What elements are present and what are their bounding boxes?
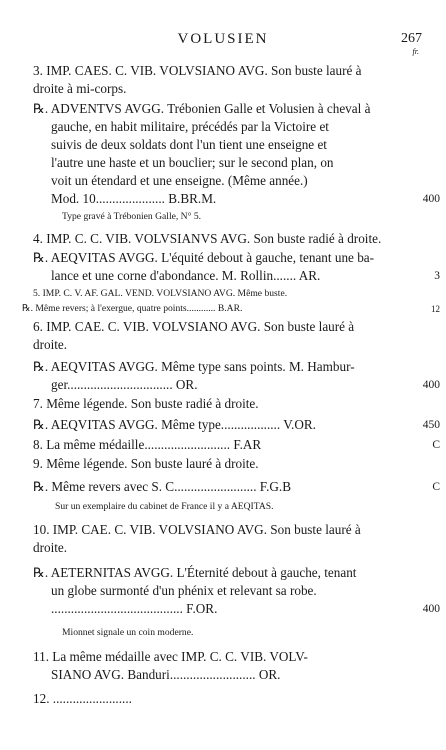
line-text: l'autre une haste et un bouclier; sur le second plan, on	[51, 155, 334, 170]
text-line	[0, 648, 446, 666]
line-text: Mionnet signale un coin moderne.	[62, 627, 194, 638]
price-value: 400	[422, 193, 440, 205]
text-line	[0, 690, 446, 708]
text-line	[0, 455, 446, 473]
price-value: C	[432, 481, 440, 493]
text-line	[0, 318, 446, 336]
line-text: ℞. Même revers avec S. C......................... F.G.B	[33, 479, 291, 494]
line-text: 12. ........................	[33, 691, 132, 706]
price-value: 400	[422, 603, 440, 615]
text-line	[0, 190, 446, 208]
line-text: 5. IMP. C. V. AF. GAL. VEND. VOLVSIANO AVG. Même buste.	[33, 288, 288, 299]
text-line	[0, 336, 446, 354]
price-value: 3	[434, 270, 440, 282]
text-line	[0, 300, 446, 318]
text-line	[0, 539, 446, 557]
line-text: un globe surmonté d'un phénix et relevant sa robe.	[51, 583, 317, 598]
line-text: 8. La même médaille.......................... F.AR	[33, 437, 262, 452]
line-text: gauche, en habit militaire, précédés par la Victoire et	[51, 119, 329, 134]
line-text: Sur un exemplaire du cabinet de France il y a AEQITAS.	[55, 501, 274, 512]
line-text: ℞. ADVENTVS AVGG. Trébonien Galle et Volusien à cheval à	[33, 101, 371, 116]
line-text: 10. IMP. CAE. C. VIB. VOLVSIANO AVG. Son buste lauré à	[33, 522, 361, 537]
line-text: 6. IMP. CAE. C. VIB. VOLVSIANO AVG. Son buste lauré à	[33, 319, 355, 334]
line-text: ℞. AEQVITAS AVGG. L'équité debout à gauche, tenant une ba-	[33, 250, 375, 265]
line-text: 3. IMP. CAES. C. VIB. VOLVSIANO AVG. Son buste lauré à	[33, 63, 362, 78]
footnote-line	[0, 208, 446, 226]
line-text: ℞. AEQVITAS AVGG. Même type.................. V.OR.	[33, 417, 316, 432]
text-line	[0, 80, 446, 98]
price-value: 450	[422, 419, 440, 431]
text-line	[0, 478, 446, 496]
text-line	[0, 395, 446, 413]
text-line	[0, 600, 446, 618]
text-line	[0, 230, 446, 248]
line-text: ger................................ OR.	[51, 377, 198, 392]
line-text: droite à mi-corps.	[33, 81, 127, 96]
price-value: 12	[431, 304, 440, 314]
text-line	[0, 436, 446, 454]
text-line	[0, 416, 446, 434]
page-header	[0, 31, 446, 51]
running-title: VOLUSIEN	[177, 31, 269, 47]
text-line	[0, 666, 446, 684]
text-line	[0, 136, 446, 154]
text-line	[0, 172, 446, 190]
line-text: suivis de deux soldats dont l'un tient une enseigne et	[51, 137, 327, 152]
currency-note: fr.	[412, 47, 419, 56]
line-text: voit un étendard et une enseigne. (Même année.)	[51, 173, 308, 188]
line-text: 7. Même légende. Son buste radié à droite.	[33, 396, 259, 411]
line-text: SIANO AVG. Banduri.......................... OR.	[51, 667, 281, 682]
text-line	[0, 358, 446, 376]
line-text: 11. La même médaille avec IMP. C. C. VIB. VOLV-	[33, 649, 308, 664]
line-text: ........................................ F.OR.	[51, 601, 218, 616]
text-line	[0, 118, 446, 136]
text-line	[0, 376, 446, 394]
text-line	[0, 564, 446, 582]
line-text: ℞. AEQVITAS AVGG. Même type sans points. M. Hambur-	[33, 359, 355, 374]
line-text: 4. IMP. C. C. VIB. VOLVSIANVS AVG. Son buste radié à droite.	[33, 231, 382, 246]
text-line	[0, 62, 446, 80]
text-line	[0, 249, 446, 267]
line-text: Mod. 10..................... B.BR.M.	[51, 191, 217, 206]
text-line	[0, 521, 446, 539]
line-text: ℞. AETERNITAS AVGG. L'Éternité debout à gauche, tenant	[33, 565, 357, 580]
line-text: 9. Même légende. Son buste lauré à droite.	[33, 456, 259, 471]
text-line	[0, 100, 446, 118]
footnote-line	[0, 624, 446, 642]
line-text: droite.	[33, 540, 68, 555]
line-text: droite.	[33, 337, 68, 352]
line-text: ℞. Même revers; à l'exergue, quatre points............ B.AR.	[22, 303, 243, 314]
text-line	[0, 154, 446, 172]
text-line	[0, 582, 446, 600]
line-text: Type gravé à Trébonien Galle, N° 5.	[62, 211, 202, 222]
text-line	[0, 267, 446, 285]
page-number: 267	[401, 31, 422, 46]
footnote-line	[0, 498, 446, 516]
line-text: lance et une corne d'abondance. M. Rollin....... AR.	[51, 268, 321, 283]
price-value: 400	[422, 379, 440, 391]
price-value: C	[432, 439, 440, 451]
